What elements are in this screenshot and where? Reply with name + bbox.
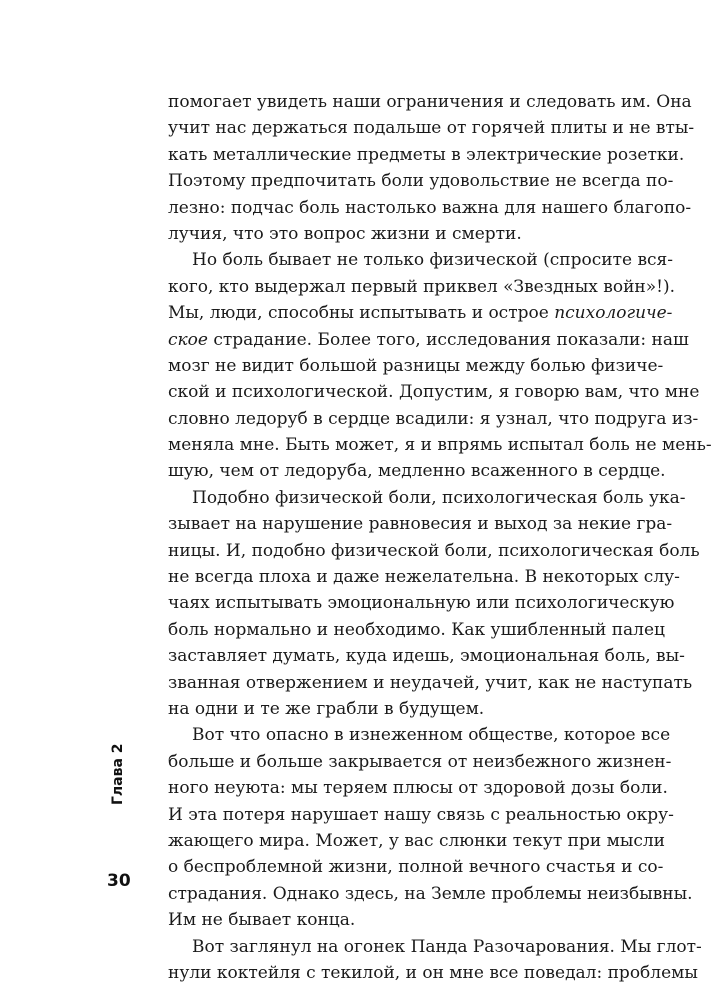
text-segment: ницы. И, подобно физической боли, психологическая боль (168, 540, 700, 561)
text-line (168, 881, 693, 907)
text-segment: лучия, что это вопрос жизни и смерти. (168, 223, 522, 244)
text-line (168, 89, 692, 115)
text-segment: званная отвержением и неудачей, учит, как не наступать (168, 672, 693, 693)
text-segment: шую, чем от ледоруба, медленно всаженного в сердце. (168, 461, 666, 482)
text-line (168, 327, 689, 353)
text-segment: жающего мира. Может, у вас слюнки текут при мысли (168, 830, 666, 851)
text-segment: Подобно физической боли, психологическая боль ука- (192, 487, 686, 508)
text-line (168, 590, 675, 616)
text-segment: Мы, люди, способны испытывать и острое (168, 303, 555, 324)
text-line (168, 142, 685, 168)
text-line (168, 802, 674, 828)
text-line (168, 300, 673, 326)
chapter-label: Глава 2 (110, 743, 126, 805)
italic-text: ское (168, 329, 208, 350)
text-line (168, 221, 628, 247)
text-segment: словно ледоруб в сердце всадили: я узнал, что подруга из- (168, 408, 699, 429)
text-line (168, 458, 666, 484)
text-line (168, 274, 676, 300)
body-text (168, 89, 712, 986)
text-line (168, 749, 672, 775)
text-segment: больше и больше закрывается от неизбежного жизнен- (168, 751, 672, 772)
text-segment: Вот заглянул на огонек Панда Разочарования. Мы глот- (192, 936, 702, 957)
text-segment: заставляет думать, куда идешь, эмоциональная боль, вы- (168, 646, 685, 667)
text-segment: учит нас держаться подальше от горячей плиты и не вты- (168, 118, 695, 139)
page-number: 30 (107, 871, 131, 891)
text-line (168, 247, 674, 273)
text-line (168, 353, 664, 379)
text-line (168, 722, 671, 748)
text-segment: меняла мне. Быть может, я и впрямь испытал боль не мень- (168, 435, 712, 456)
text-line (168, 564, 680, 590)
text-segment: нули коктейля с текилой, и он мне все поведал: проблемы (168, 962, 698, 983)
text-line (168, 617, 665, 643)
text-segment: о беспроблемной жизни, полной вечного счастья и со- (168, 857, 664, 878)
text-segment: И эта потеря нарушает нашу связь с реальностью окру- (168, 804, 674, 825)
text-line (168, 960, 698, 986)
text-segment: чаях испытывать эмоциональную или психологическую (168, 593, 675, 614)
text-line (168, 168, 674, 194)
text-line (168, 115, 695, 141)
text-line (168, 432, 712, 458)
text-line (168, 696, 628, 722)
text-segment: Вот что опасно в изнеженном обществе, которое все (192, 725, 671, 746)
text-line (168, 379, 700, 405)
text-line (168, 907, 628, 933)
text-segment: мозг не видит большой разницы между болью физиче- (168, 355, 664, 376)
italic-text: психологиче- (554, 303, 673, 324)
text-line (168, 195, 692, 221)
text-segment: страдания. Однако здесь, на Земле проблемы неизбывны. (168, 883, 693, 904)
text-segment: Им не бывает конца. (168, 910, 356, 931)
text-segment: страдание. Более того, исследования показали: наш (207, 329, 689, 350)
text-line (168, 670, 693, 696)
text-line (168, 643, 685, 669)
text-segment: зывает на нарушение равновесия и выход за некие гра- (168, 514, 673, 535)
text-segment: не всегда плоха и даже нежелательна. В некоторых слу- (168, 567, 680, 588)
text-line (168, 485, 686, 511)
text-segment: кого, кто выдержал первый приквел «Звездных войн»!). (168, 276, 676, 297)
text-segment: на одни и те же грабли в будущем. (168, 698, 485, 719)
text-line (168, 828, 666, 854)
text-line (168, 934, 702, 960)
text-segment: помогает увидеть наши ограничения и следовать им. Она (168, 92, 692, 112)
text-line (168, 854, 664, 880)
text-segment: боль нормально и необходимо. Как ушибленный палец (168, 619, 665, 640)
text-segment: ного неуюта: мы теряем плюсы от здоровой дозы боли. (168, 778, 668, 799)
text-segment: Но боль бывает не только физической (спросите вся- (192, 250, 674, 271)
text-line (168, 775, 668, 801)
text-segment: ской и психологической. Допустим, я говорю вам, что мне (168, 382, 700, 403)
text-line (168, 406, 699, 432)
text-segment: лезно: подчас боль настолько важна для нашего благопо- (168, 197, 692, 218)
text-segment: кать металлические предметы в электрические розетки. (168, 144, 685, 165)
text-line (168, 538, 700, 564)
text-line (168, 511, 673, 537)
text-segment: Поэтому предпочитать боли удовольствие не всегда по- (168, 171, 674, 192)
